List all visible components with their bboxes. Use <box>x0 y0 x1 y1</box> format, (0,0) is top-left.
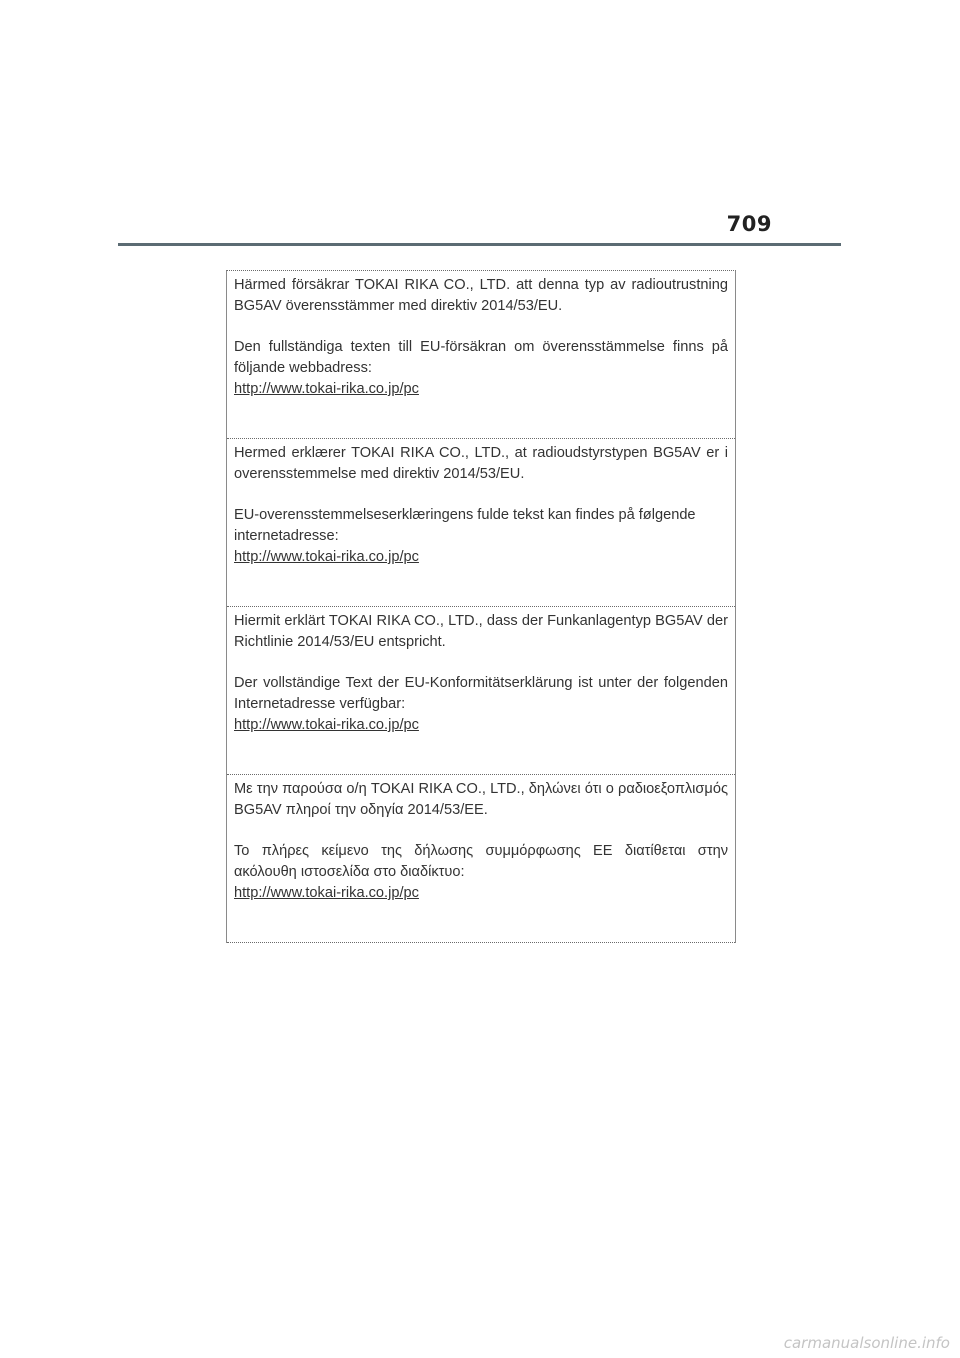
declaration-availability: Der vollständige Text der EU-Konformitätserklärung ist unter der folgenden Internetadresse verfügbar: <box>234 675 728 712</box>
paragraph-spacer <box>234 485 728 505</box>
declaration-url-link[interactable]: http://www.tokai-rika.co.jp/pc <box>234 717 419 733</box>
declaration-section-german <box>227 607 735 775</box>
watermark-text: carmanualsonline.info <box>783 1334 950 1352</box>
declaration-availability: Το πλήρες κείμενο της δήλωσης συμμόρφωσης ΕΕ διατίθεται στην ακόλουθη ιστοσελίδα στο διαδίκτυο: <box>234 843 728 880</box>
paragraph-spacer <box>234 317 728 337</box>
declaration-section-greek <box>227 775 735 943</box>
declaration-statement: Hiermit erklärt TOKAI RIKA CO., LTD., dass der Funkanlagentyp BG5AV der Richtlinie 2014/53/EU entspricht. <box>234 613 728 650</box>
declaration-statement: Härmed försäkrar TOKAI RIKA CO., LTD. att denna typ av radioutrustning BG5AV överensstämmer med direktiv 2014/53/EU. <box>234 277 728 314</box>
declaration-url-link[interactable]: http://www.tokai-rika.co.jp/pc <box>234 381 419 397</box>
paragraph-spacer <box>234 653 728 673</box>
declaration-section-swedish <box>227 271 735 439</box>
header-rule <box>118 243 841 246</box>
paragraph-spacer <box>234 821 728 841</box>
declaration-availability: EU-overensstemmelseserklæringens fulde tekst kan findes på følgende internetadresse: <box>234 507 696 544</box>
declaration-url-link[interactable]: http://www.tokai-rika.co.jp/pc <box>234 549 419 565</box>
declaration-url-link[interactable]: http://www.tokai-rika.co.jp/pc <box>234 885 419 901</box>
page-number: 709 <box>726 212 772 236</box>
declaration-section-danish <box>227 439 735 607</box>
declaration-statement: Με την παρούσα ο/η TOKAI RIKA CO., LTD., δηλώνει ότι ο ραδιοεξοπλισμός BG5AV πληροί την οδηγία 2014/53/ΕΕ. <box>234 781 728 818</box>
declaration-statement: Hermed erklærer TOKAI RIKA CO., LTD., at radioudstyrstypen BG5AV er i overensstemmelse med direktiv 2014/53/EU. <box>234 445 728 482</box>
declaration-availability: Den fullständiga texten till EU-försäkran om överensstämmelse finns på följande webbadress: <box>234 339 728 376</box>
declaration-table <box>226 270 736 943</box>
